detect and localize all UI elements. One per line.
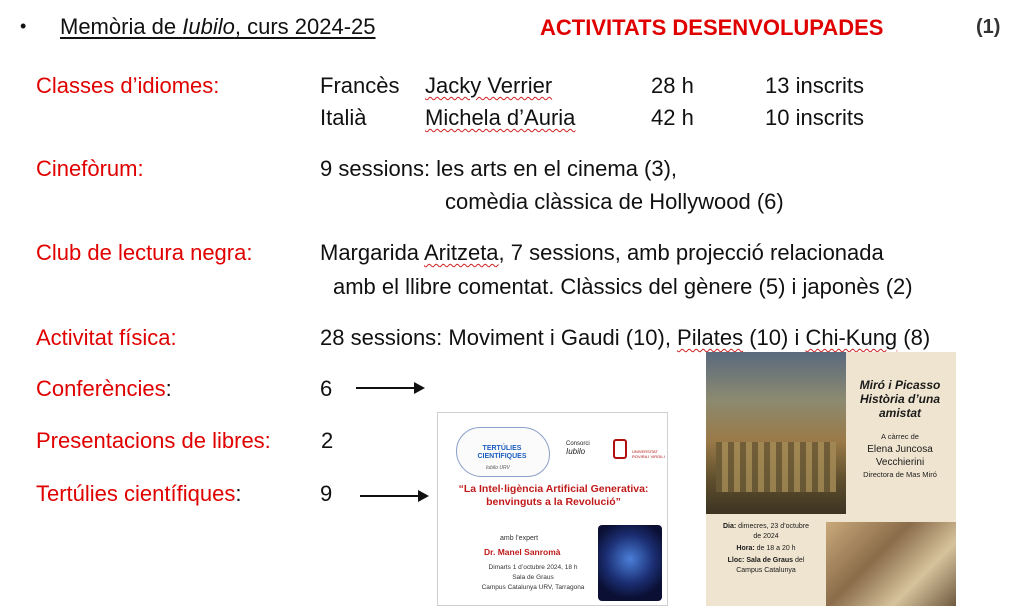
poster2-title1: Miró i Picasso [859, 378, 941, 392]
physical-pilates: Pilates [677, 325, 744, 350]
poster2-hour-value: de 18 a 20 h [754, 545, 796, 552]
arrow-right-icon [354, 381, 426, 395]
language-teacher: Jacky Verrier [425, 73, 553, 98]
ai-brain-image [598, 525, 662, 601]
poster-miro-picasso [706, 352, 956, 606]
conferences-count: 6 [320, 376, 333, 401]
poster2-name1: Elena Juncosa [867, 444, 933, 455]
tertulies-count: 9 [320, 481, 333, 506]
language-name: Italià [320, 105, 367, 130]
reading-club-line2: amb el llibre comentat. Clàssics del gènere (5) i japonès (2) [333, 274, 913, 299]
poster-date: Dimarts 1 d’octubre 2024, 18 h [488, 564, 578, 571]
conferences-colon: : [165, 376, 172, 401]
poster-title-line1: “La Intel·ligència Artificial Generativa: [458, 483, 649, 495]
languages-label: Classes d’idiomes: [36, 73, 220, 98]
poster2-place-label: Lloc: [727, 557, 745, 564]
language-teacher: Michela d’Auria [425, 105, 576, 130]
poster-org1: Consorci [566, 441, 590, 447]
arrow-right-icon [358, 489, 430, 503]
poster2-day-value: dimecres, 23 d’octubre [736, 523, 809, 530]
physical-text-c: (10) i [743, 325, 806, 350]
tertulies-label-row [36, 481, 241, 507]
physical-text-e: (8) [897, 325, 931, 350]
poster2-carrec: A càrrec de [881, 432, 919, 441]
reading-club-line1-rest: , 7 sessions, amb projecció relacionada [498, 240, 884, 265]
title-bullet: • [20, 16, 27, 36]
language-enrolled: 10 inscrits [765, 105, 865, 130]
page-title [60, 14, 376, 40]
poster-amb: amb l’expert [500, 535, 539, 542]
poster2-place-value: Sala de Graus [744, 557, 794, 564]
tertulies-label: Tertúlies científiques [36, 481, 236, 506]
poster-ai-talk [437, 412, 668, 606]
poster2-day [710, 522, 822, 531]
title-prefix: Memòria de [60, 14, 183, 39]
poster-org3: UNIVERSITAT ROVIRA I VIRGILI [632, 449, 665, 459]
cineforum-line2: comèdia clàssica de Hollywood (6) [445, 189, 784, 214]
cineforum-label: Cinefòrum: [36, 156, 144, 181]
tertulies-colon: : [235, 481, 242, 506]
picasso-cubist-image [826, 522, 956, 606]
poster-org-logo [566, 441, 590, 455]
section-number: (1) [976, 16, 1001, 38]
poster-expert: Dr. Manel Sanromà [484, 547, 561, 557]
miro-field-image [716, 442, 836, 492]
physical-chikung: Chi-Kung [805, 325, 898, 350]
poster2-speaker [846, 443, 954, 469]
poster2-place-del: del [793, 557, 805, 564]
poster-place1: Sala de Graus [512, 574, 554, 581]
urv-logo-icon [613, 439, 627, 459]
poster2-hour-label: Hora: [736, 545, 755, 552]
poster-title-line2: benvinguts a la Revolució” [486, 496, 621, 508]
reading-club-author-first: Margarida [320, 240, 424, 265]
conferences-label-row [36, 376, 172, 402]
reading-club-author-last: Aritzeta [423, 240, 499, 265]
language-hours: 42 h [651, 105, 694, 130]
reading-club-line1 [320, 240, 884, 266]
poster-talk-title [438, 483, 668, 509]
poster-cloud-title: TERTÚLIES CIENTÍFIQUES [477, 445, 527, 460]
presentations-label: Presentacions de libres: [36, 428, 271, 453]
poster2-title2: Història d’una [859, 392, 940, 406]
language-hours: 28 h [651, 73, 694, 98]
poster2-place [710, 556, 822, 565]
language-enrolled: 13 inscrits [765, 73, 865, 98]
title-iubilo: Iubilo [182, 14, 235, 39]
section-title: ACTIVITATS DESENVOLUPADES [540, 15, 884, 40]
presentations-count: 2 [321, 428, 334, 453]
poster-org2: Iubilo [566, 447, 586, 456]
poster-cloud-sub: Iubilo URV [486, 465, 510, 471]
title-suffix: , curs 2024-25 [234, 14, 376, 39]
poster2-year: de 2024 [753, 533, 779, 540]
poster2-name2: Vecchierini [875, 457, 925, 468]
poster-place2: Campus Catalunya URV, Tarragona [481, 584, 585, 591]
physical-text [320, 325, 930, 351]
poster2-hour [710, 544, 822, 553]
poster2-campus: Campus Catalunya [736, 567, 796, 574]
poster-details [458, 563, 608, 593]
physical-text-a: 28 sessions: Moviment i Gaudi (10), [320, 325, 678, 350]
language-name: Francès [320, 73, 400, 98]
reading-club-label: Club de lectura negra: [36, 240, 253, 265]
physical-label: Activitat física: [36, 325, 177, 350]
poster2-title3: amistat [878, 406, 922, 420]
conferences-label: Conferències [36, 376, 166, 401]
poster2-day-label: Dia: [723, 523, 737, 530]
poster2-role: Directora de Mas Miró [863, 470, 937, 479]
cineforum-line1: 9 sessions: les arts en el cinema (3), [320, 156, 678, 181]
